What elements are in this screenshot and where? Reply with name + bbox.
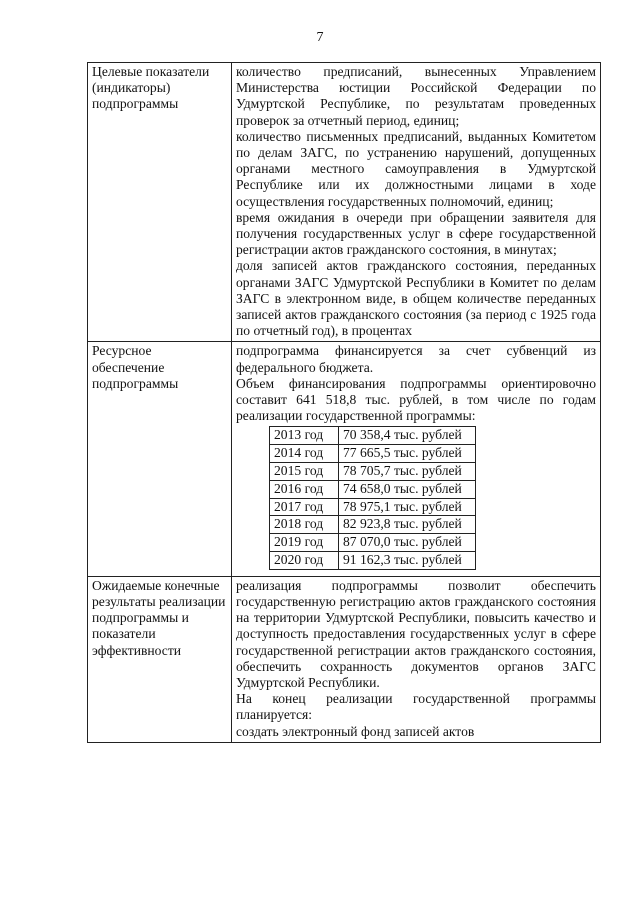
funding-amount: 91 162,3 тыс. рублей bbox=[339, 552, 476, 570]
funding-year: 2014 год bbox=[270, 445, 339, 463]
funding-row bbox=[270, 463, 476, 481]
paragraph: Объем финансирования подпрограммы ориентировочно составит 641 518,8 тыс. рублей, в том числе по годам реализации государственной программы: bbox=[236, 375, 596, 424]
table-row bbox=[88, 342, 601, 576]
table-row bbox=[88, 63, 601, 342]
funding-row bbox=[270, 552, 476, 570]
funding-amount: 78 975,1 тыс. рублей bbox=[339, 498, 476, 516]
paragraph: реализация подпрограммы позволит обеспечить государственную регистрацию актов гражданского состояния на территории Удмуртской Республики, повысить качество и доступность предоставления государственных услуг в сфере государственной регистрации актов гражданского состояния, обеспечить сохранность документов органов ЗАГС Удмуртской Республики. bbox=[236, 577, 596, 691]
paragraph: подпрограмма финансируется за счет субвенций из федерального бюджета. bbox=[236, 343, 596, 375]
funding-amount: 70 358,4 тыс. рублей bbox=[339, 427, 476, 445]
row-content-resource-support bbox=[232, 342, 601, 576]
funding-row bbox=[270, 516, 476, 534]
funding-row bbox=[270, 534, 476, 552]
funding-year: 2016 год bbox=[270, 480, 339, 498]
funding-row bbox=[270, 498, 476, 516]
funding-year: 2017 год bbox=[270, 498, 339, 516]
page-number: 7 bbox=[316, 30, 324, 45]
funding-row bbox=[270, 427, 476, 445]
subprogram-passport-table bbox=[87, 62, 601, 743]
row-label-target-indicators: Целевые показатели (индикаторы) подпрограммы bbox=[88, 63, 232, 342]
paragraph: время ожидания в очереди при обращении заявителя для получения государственных услуг в сфере государственной регистрации актов гражданского состояния, в минутах; bbox=[236, 209, 596, 258]
funding-year: 2019 год bbox=[270, 534, 339, 552]
funding-year: 2020 год bbox=[270, 552, 339, 570]
row-content-target-indicators bbox=[232, 63, 601, 342]
paragraph: На конец реализации государственной программы планируется: bbox=[236, 691, 596, 723]
row-content-expected-results bbox=[232, 576, 601, 742]
paragraph: количество предписаний, вынесенных Управлением Министерства юстиции Российской Федерации по Удмуртской Республике, по результатам проведенных проверок за отчетный период, единиц; bbox=[236, 64, 596, 128]
paragraph: доля записей актов гражданского состояния, переданных органами ЗАГС Удмуртской Республики в Комитет по делам ЗАГС в электронном виде, в общем количестве переданных записей актов гражданского состояния (за период с 1925 года по отчетный год), в процентах bbox=[236, 258, 596, 339]
table-row bbox=[88, 576, 601, 742]
funding-by-year-table bbox=[269, 426, 476, 569]
funding-amount: 82 923,8 тыс. рублей bbox=[339, 516, 476, 534]
paragraph: создать электронный фонд записей актов bbox=[236, 723, 475, 739]
funding-year: 2015 год bbox=[270, 463, 339, 481]
funding-amount: 87 070,0 тыс. рублей bbox=[339, 534, 476, 552]
row-label-expected-results: Ожидаемые конечные результаты реализации подпрограммы и показатели эффективности bbox=[88, 576, 232, 742]
funding-amount: 74 658,0 тыс. рублей bbox=[339, 480, 476, 498]
funding-row bbox=[270, 445, 476, 463]
funding-amount: 77 665,5 тыс. рублей bbox=[339, 445, 476, 463]
row-label-resource-support: Ресурсное обеспечение подпрограммы bbox=[88, 342, 232, 576]
funding-year: 2018 год bbox=[270, 516, 339, 534]
funding-amount: 78 705,7 тыс. рублей bbox=[339, 463, 476, 481]
funding-year: 2013 год bbox=[270, 427, 339, 445]
funding-row bbox=[270, 480, 476, 498]
paragraph: количество письменных предписаний, выданных Комитетом по делам ЗАГС, по устранению нарушений, допущенных органами местного самоуправления в Удмуртской Республике или их должностными лицами в ходе осуществления государственных полномочий, единиц; bbox=[236, 128, 596, 209]
